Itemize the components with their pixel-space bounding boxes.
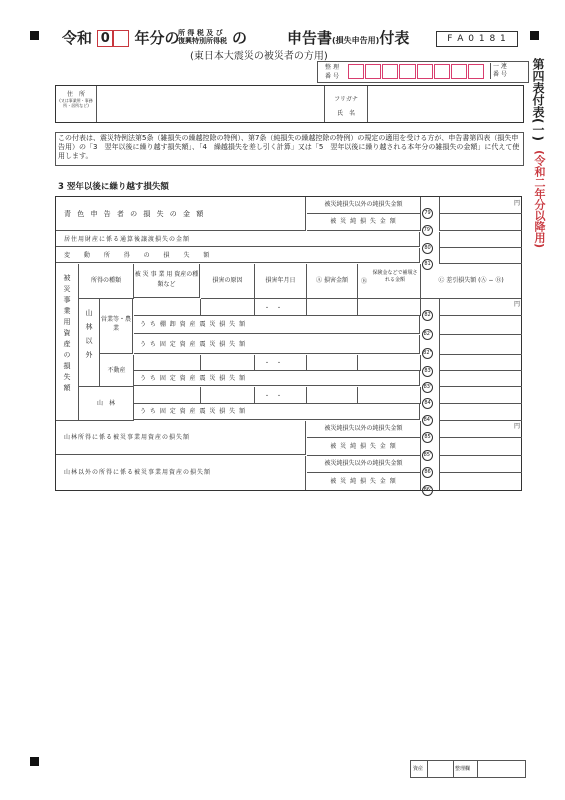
yen-85: 円: [514, 423, 521, 430]
aoiro-label: 青 色 申 告 者 の 損 失 の 金 額: [64, 210, 206, 218]
disaster-label-79: 被 災 純 損 失 金 額: [307, 214, 421, 231]
num-86: 86: [422, 467, 433, 478]
col-a-header: Ⓐ 損害金額: [307, 264, 358, 299]
shisan-label: 資産: [413, 766, 424, 772]
num-86p: 86': [422, 485, 433, 496]
loss-carryforward-table: [55, 196, 522, 491]
tana-label: う ち 棚 卸 資 産 震 災 損 失 額: [134, 316, 420, 334]
num-83p: 83': [422, 382, 433, 393]
name-input[interactable]: [367, 86, 522, 122]
num-81: 81: [422, 259, 433, 270]
side-reiwa-note: (令和二年分以降用): [533, 150, 546, 249]
reiwa-label: 令和: [62, 29, 93, 47]
seiri-bango-box: 整 理 番 号 一 連 番 号: [317, 61, 529, 83]
no-label: の: [232, 29, 248, 47]
non-disaster-label-79: 被災純損失以外の純損失金額: [307, 197, 421, 214]
date-dots-83: ・ ・: [264, 360, 283, 367]
input-83[interactable]: [439, 355, 522, 371]
col-b-header: 保険金などで補塡される金額: [372, 270, 418, 283]
kotei-label-82: う ち 固 定 資 産 震 災 損 失 額: [134, 335, 420, 354]
nen-no-label: 年分の: [134, 29, 180, 47]
yen-79: 円: [514, 200, 521, 207]
shimei-label: 氏 名: [336, 110, 355, 117]
input-79[interactable]: [439, 197, 522, 214]
form-code-box: F A 0 1 8 1: [436, 31, 518, 47]
input-83p[interactable]: [439, 371, 522, 387]
input-82pp[interactable]: [439, 335, 522, 355]
registration-mark-top-right: [530, 31, 539, 40]
address-input[interactable]: [97, 86, 324, 122]
sanrin-label: 山 林: [79, 387, 134, 421]
col-asset-header: 被 災 事 業 用 資産の種類など: [134, 264, 200, 298]
input-81[interactable]: [439, 248, 522, 264]
input-84[interactable]: [439, 387, 522, 404]
input-85p[interactable]: [439, 438, 522, 456]
input-80[interactable]: [439, 232, 522, 248]
sanrin-igai-label: 山林以外: [85, 309, 93, 365]
row-84-inputs[interactable]: [134, 387, 421, 404]
hendo-label: 変 動 所 得 の 損 失 額: [56, 248, 420, 263]
sanrin-igai-shotoku-label: 山林以外の所得に係る被災事業用資産の損失額: [56, 456, 306, 490]
num-84p: 84': [422, 415, 433, 426]
row-83-inputs[interactable]: [134, 355, 421, 371]
disaster-label-85: 被 災 純 損 失 金 額: [307, 438, 421, 456]
num-82pp: 82": [422, 348, 433, 359]
eigyo-label: 営業等・農業: [100, 299, 133, 354]
input-82[interactable]: [439, 299, 522, 316]
input-84p[interactable]: [439, 404, 522, 421]
subtitle: (東日本大震災の被災者の方用): [190, 51, 328, 62]
disaster-label-86: 被 災 純 損 失 金 額: [307, 473, 421, 490]
num-83: 83: [422, 366, 433, 377]
jusho-label: 住 所: [66, 91, 85, 98]
col-date-header: 損害年月日: [255, 264, 307, 299]
fudosan-label: 不動産: [100, 355, 134, 387]
col-b-mark: Ⓑ: [361, 278, 368, 285]
notice-box: この付表は、震災特例法第5条（雑損失の繰越控除の特例）、第7条（純損失の繰越控除の特例）の規定の適用を受ける方が、申告書第四表（損失申告用）の「3 翌年以後に繰り越す損失額」、「4 繰越損失を差し引く計算」又は「5 翌年以後に繰り越される本年分の雑損失の金額」に代えて使用します。: [55, 132, 524, 166]
kyojuu-label: 居住用財産に係る通算後譲渡損失の金額: [56, 232, 420, 247]
num-79p: 79': [422, 225, 433, 236]
registration-mark-top-left: [30, 31, 39, 40]
num-85: 85: [422, 432, 433, 443]
shinkokusho-title: 申告書(損失申告用)付表: [287, 29, 410, 47]
date-dots-82: ・ ・: [264, 305, 283, 312]
input-79p[interactable]: [439, 214, 522, 231]
sanrin-shotoku-label: 山林所得に係る被災事業用資産の損失額: [56, 421, 306, 455]
year-input[interactable]: 0: [97, 30, 113, 47]
hisai-vertical-label: 被災事業用資産の損失額: [63, 274, 71, 395]
non-disaster-label-86: 被災純損失以外の純損失金額: [307, 456, 421, 473]
year-input-2[interactable]: [113, 30, 129, 47]
num-80: 80: [422, 243, 433, 254]
num-85p: 85': [422, 450, 433, 461]
seiri-bango-cells[interactable]: [348, 64, 484, 79]
tax-small-label: 所 得 税 及 び 復興特別所得税: [178, 29, 227, 45]
num-82: 82: [422, 310, 433, 321]
col-cause-header: 損害の原因: [201, 264, 255, 299]
footer-box: [410, 760, 526, 778]
form-title: [62, 27, 180, 49]
row-82-inputs[interactable]: [134, 299, 421, 316]
address-block: [55, 85, 524, 123]
non-disaster-label-85: 被災純損失以外の純損失金額: [307, 421, 421, 438]
input-82p[interactable]: [439, 316, 522, 335]
date-dots-84: ・ ・: [264, 393, 283, 400]
input-86p[interactable]: [439, 473, 522, 490]
col-c-header: Ⓒ 差引損失額 (Ⓐ − Ⓑ): [421, 264, 521, 299]
shisan-input[interactable]: [427, 761, 454, 777]
furigana-label: フリガナ: [334, 96, 358, 103]
col-type-header: 所得の種類: [79, 264, 134, 299]
seiri-label: 整理欄: [455, 766, 471, 772]
num-82p: 82': [422, 329, 433, 340]
num-84: 84: [422, 398, 433, 409]
kotei-label-83: う ち 固 定 資 産 震 災 損 失 額: [134, 371, 420, 386]
side-form-number: 第四表付表(一): [531, 58, 545, 141]
input-85[interactable]: [439, 421, 522, 438]
kotei-label-84: う ち 固 定 資 産 震 災 損 失 額: [134, 404, 420, 420]
seiri-input[interactable]: [477, 761, 526, 777]
section-title: 3 翌年以後に繰り越す損失額: [58, 182, 169, 192]
registration-mark-bottom-left: [30, 757, 39, 766]
jusho-sub-label: (又は事業所・事務所・居所など): [59, 98, 93, 108]
num-79: 79: [422, 208, 433, 219]
input-86[interactable]: [439, 456, 522, 473]
yen-82: 円: [514, 301, 521, 308]
